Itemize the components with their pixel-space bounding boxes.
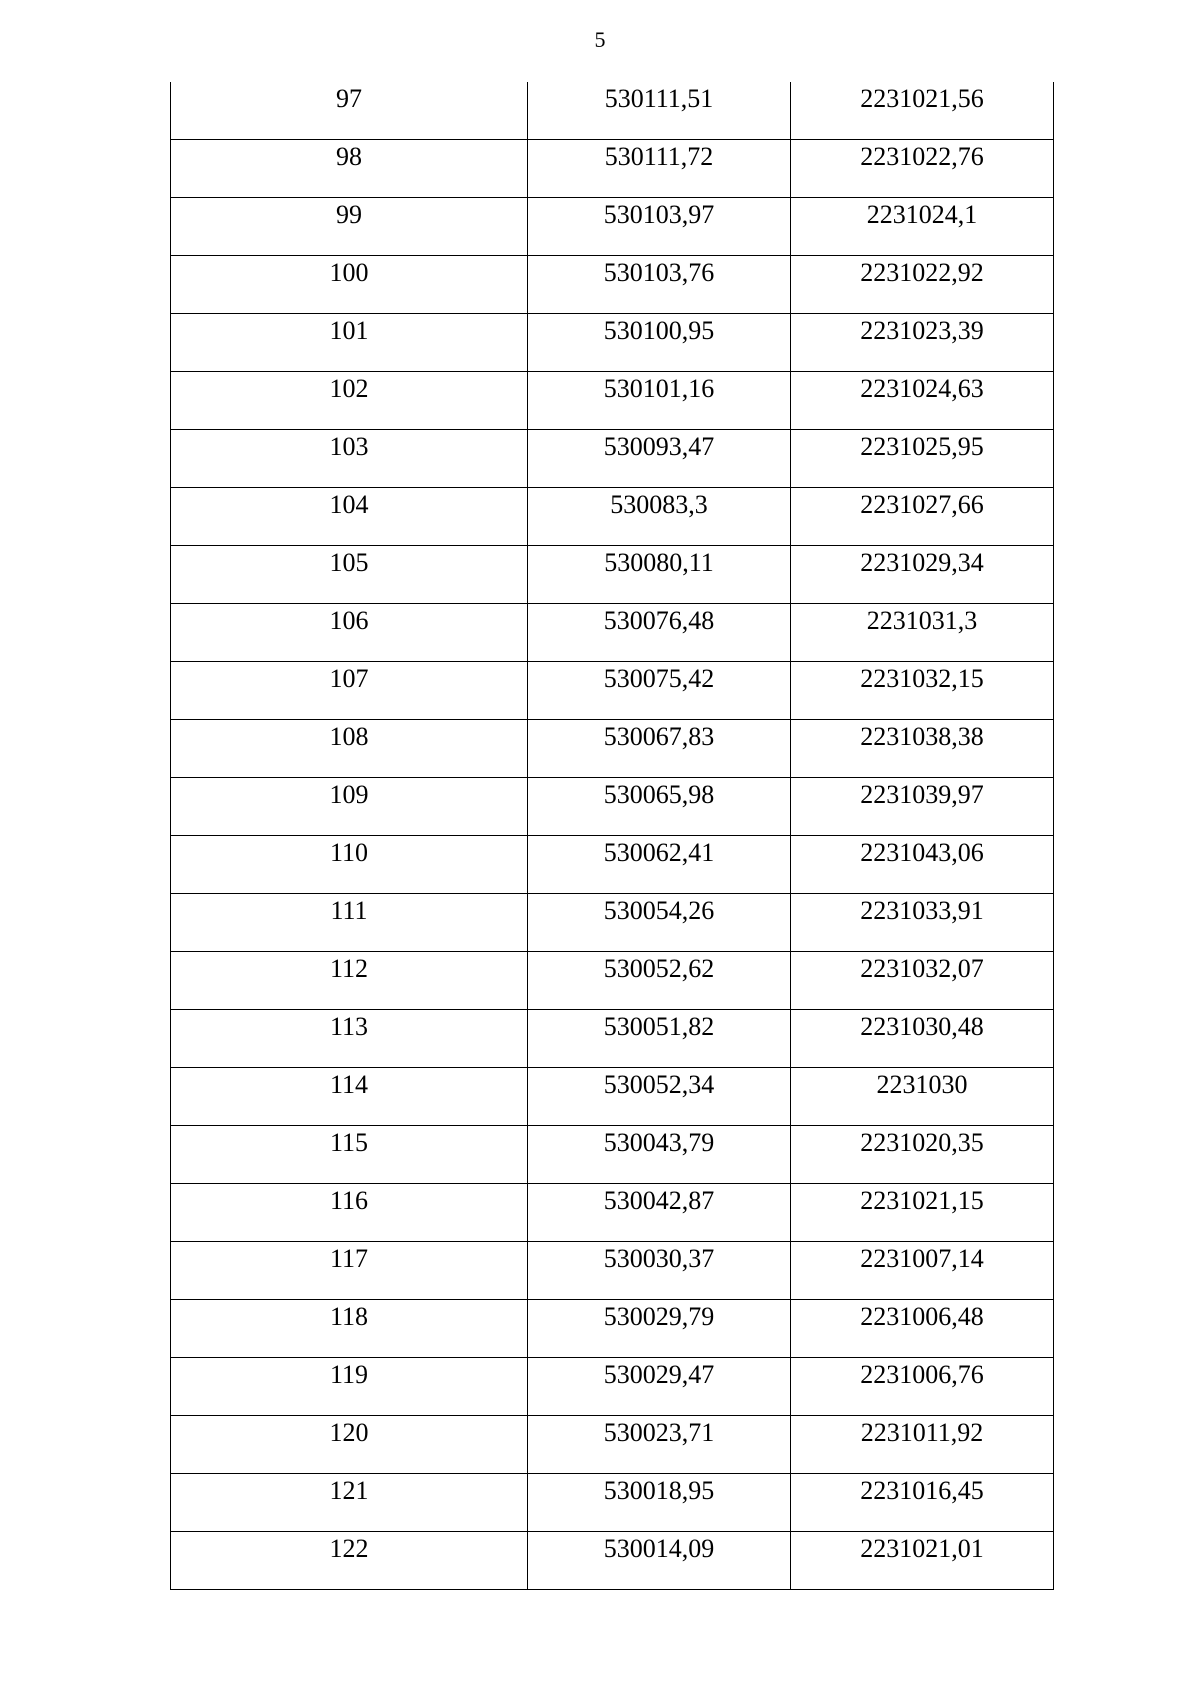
y-coordinate-cell: 2231031,3 <box>791 604 1054 662</box>
table-row <box>171 1532 1054 1590</box>
point-number-cell: 119 <box>171 1358 528 1416</box>
table-row <box>171 894 1054 952</box>
y-coordinate-cell: 2231020,35 <box>791 1126 1054 1184</box>
x-coordinate-cell: 530076,48 <box>528 604 791 662</box>
point-number-cell: 121 <box>171 1474 528 1532</box>
table-row <box>171 1010 1054 1068</box>
x-coordinate-cell: 530080,11 <box>528 546 791 604</box>
y-coordinate-cell: 2231027,66 <box>791 488 1054 546</box>
y-coordinate-cell: 2231006,48 <box>791 1300 1054 1358</box>
point-number-cell: 110 <box>171 836 528 894</box>
point-number-cell: 103 <box>171 430 528 488</box>
point-number-cell: 122 <box>171 1532 528 1590</box>
y-coordinate-cell: 2231021,01 <box>791 1532 1054 1590</box>
point-number-cell: 111 <box>171 894 528 952</box>
y-coordinate-cell: 2231022,76 <box>791 140 1054 198</box>
x-coordinate-cell: 530111,72 <box>528 140 791 198</box>
x-coordinate-cell: 530018,95 <box>528 1474 791 1532</box>
table-row <box>171 1358 1054 1416</box>
x-coordinate-cell: 530111,51 <box>528 82 791 140</box>
y-coordinate-cell: 2231043,06 <box>791 836 1054 894</box>
x-coordinate-cell: 530029,79 <box>528 1300 791 1358</box>
table-row <box>171 1242 1054 1300</box>
point-number-cell: 97 <box>171 82 528 140</box>
table-row <box>171 314 1054 372</box>
x-coordinate-cell: 530042,87 <box>528 1184 791 1242</box>
y-coordinate-cell: 2231011,92 <box>791 1416 1054 1474</box>
x-coordinate-cell: 530100,95 <box>528 314 791 372</box>
y-coordinate-cell: 2231032,07 <box>791 952 1054 1010</box>
coordinates-table-body <box>171 82 1054 1590</box>
point-number-cell: 104 <box>171 488 528 546</box>
x-coordinate-cell: 530043,79 <box>528 1126 791 1184</box>
y-coordinate-cell: 2231021,15 <box>791 1184 1054 1242</box>
point-number-cell: 113 <box>171 1010 528 1068</box>
point-number-cell: 99 <box>171 198 528 256</box>
table-row <box>171 604 1054 662</box>
table-row <box>171 546 1054 604</box>
x-coordinate-cell: 530062,41 <box>528 836 791 894</box>
table-row <box>171 1416 1054 1474</box>
table-row <box>171 256 1054 314</box>
table-row <box>171 662 1054 720</box>
point-number-cell: 115 <box>171 1126 528 1184</box>
table-row <box>171 1300 1054 1358</box>
table-row <box>171 1068 1054 1126</box>
y-coordinate-cell: 2231024,1 <box>791 198 1054 256</box>
x-coordinate-cell: 530075,42 <box>528 662 791 720</box>
x-coordinate-cell: 530067,83 <box>528 720 791 778</box>
table-row <box>171 1126 1054 1184</box>
y-coordinate-cell: 2231007,14 <box>791 1242 1054 1300</box>
x-coordinate-cell: 530054,26 <box>528 894 791 952</box>
x-coordinate-cell: 530052,34 <box>528 1068 791 1126</box>
y-coordinate-cell: 2231016,45 <box>791 1474 1054 1532</box>
point-number-cell: 117 <box>171 1242 528 1300</box>
y-coordinate-cell: 2231021,56 <box>791 82 1054 140</box>
point-number-cell: 118 <box>171 1300 528 1358</box>
y-coordinate-cell: 2231039,97 <box>791 778 1054 836</box>
y-coordinate-cell: 2231006,76 <box>791 1358 1054 1416</box>
x-coordinate-cell: 530103,97 <box>528 198 791 256</box>
point-number-cell: 98 <box>171 140 528 198</box>
point-number-cell: 100 <box>171 256 528 314</box>
x-coordinate-cell: 530051,82 <box>528 1010 791 1068</box>
x-coordinate-cell: 530023,71 <box>528 1416 791 1474</box>
x-coordinate-cell: 530030,37 <box>528 1242 791 1300</box>
table-row <box>171 82 1054 140</box>
x-coordinate-cell: 530083,3 <box>528 488 791 546</box>
coordinates-table <box>170 82 1054 1590</box>
table-row <box>171 140 1054 198</box>
table-row <box>171 836 1054 894</box>
point-number-cell: 106 <box>171 604 528 662</box>
point-number-cell: 107 <box>171 662 528 720</box>
table-row <box>171 1474 1054 1532</box>
y-coordinate-cell: 2231038,38 <box>791 720 1054 778</box>
table-row <box>171 488 1054 546</box>
table-row <box>171 952 1054 1010</box>
table-row <box>171 198 1054 256</box>
table-row <box>171 720 1054 778</box>
point-number-cell: 108 <box>171 720 528 778</box>
x-coordinate-cell: 530093,47 <box>528 430 791 488</box>
table-row <box>171 372 1054 430</box>
y-coordinate-cell: 2231025,95 <box>791 430 1054 488</box>
point-number-cell: 114 <box>171 1068 528 1126</box>
point-number-cell: 105 <box>171 546 528 604</box>
point-number-cell: 101 <box>171 314 528 372</box>
x-coordinate-cell: 530103,76 <box>528 256 791 314</box>
page-number: 5 <box>594 27 606 52</box>
table-row <box>171 778 1054 836</box>
table-row <box>171 1184 1054 1242</box>
point-number-cell: 112 <box>171 952 528 1010</box>
y-coordinate-cell: 2231030,48 <box>791 1010 1054 1068</box>
x-coordinate-cell: 530014,09 <box>528 1532 791 1590</box>
x-coordinate-cell: 530029,47 <box>528 1358 791 1416</box>
y-coordinate-cell: 2231029,34 <box>791 546 1054 604</box>
point-number-cell: 102 <box>171 372 528 430</box>
table-row <box>171 430 1054 488</box>
y-coordinate-cell: 2231032,15 <box>791 662 1054 720</box>
y-coordinate-cell: 2231033,91 <box>791 894 1054 952</box>
x-coordinate-cell: 530065,98 <box>528 778 791 836</box>
y-coordinate-cell: 2231024,63 <box>791 372 1054 430</box>
x-coordinate-cell: 530101,16 <box>528 372 791 430</box>
point-number-cell: 109 <box>171 778 528 836</box>
y-coordinate-cell: 2231022,92 <box>791 256 1054 314</box>
x-coordinate-cell: 530052,62 <box>528 952 791 1010</box>
point-number-cell: 120 <box>171 1416 528 1474</box>
point-number-cell: 116 <box>171 1184 528 1242</box>
y-coordinate-cell: 2231023,39 <box>791 314 1054 372</box>
y-coordinate-cell: 2231030 <box>791 1068 1054 1126</box>
